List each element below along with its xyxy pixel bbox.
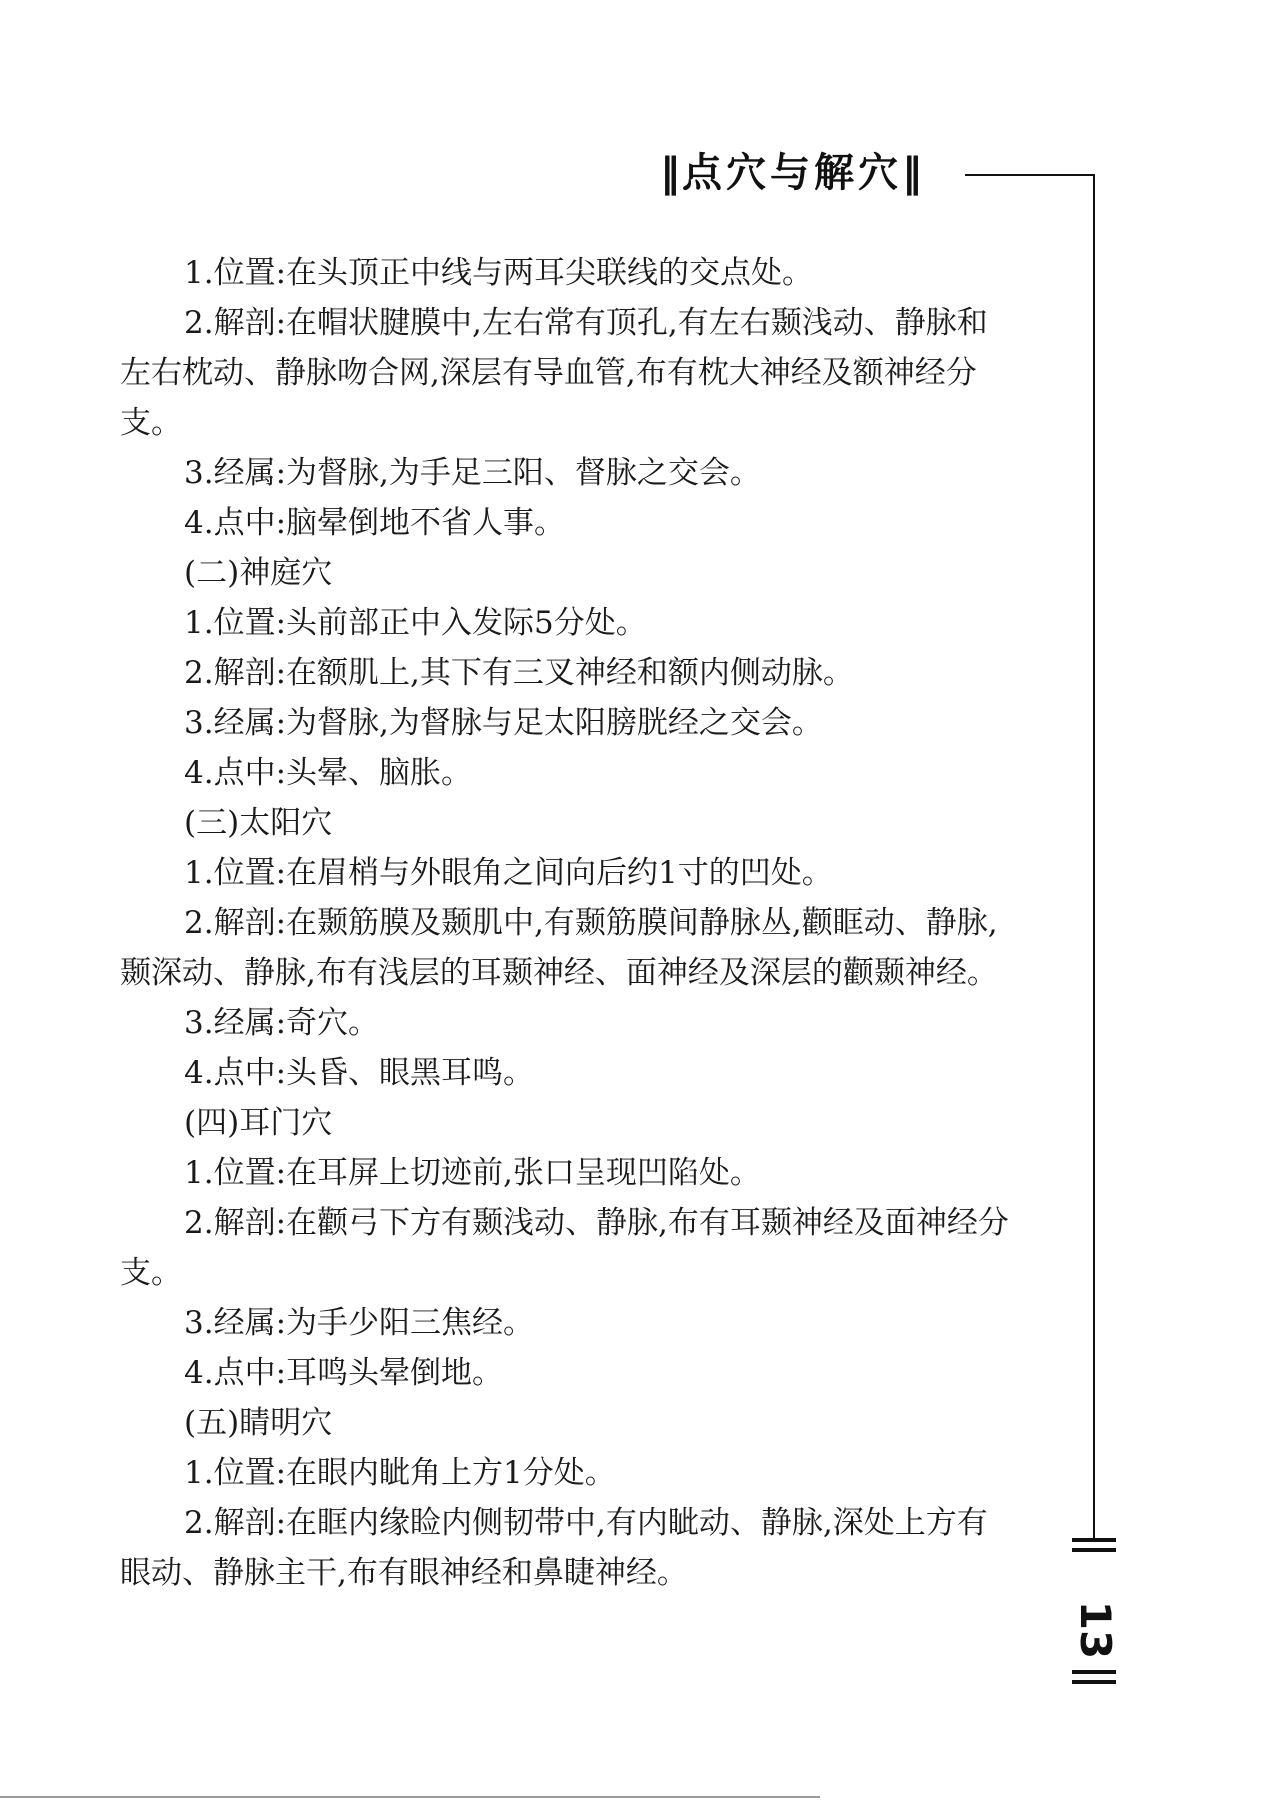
header-title: 点穴与解穴 xyxy=(682,150,902,196)
text-line: 3.经属:奇穴。 xyxy=(184,1005,380,1041)
section-heading: (三)太阳穴 xyxy=(184,805,333,841)
text-line: 4.点中:脑晕倒地不省人事。 xyxy=(184,505,566,541)
text-line: 3.经属:为手少阳三焦经。 xyxy=(184,1305,535,1341)
bottom-rule xyxy=(0,1796,820,1798)
text-line: 4.点中:头昏、眼黑耳鸣。 xyxy=(184,1055,535,1091)
header-rule xyxy=(965,174,1095,176)
text-line: 4.点中:耳鸣头晕倒地。 xyxy=(184,1355,504,1391)
section-heading: (五)睛明穴 xyxy=(184,1405,333,1441)
text-line: 1.位置:在耳屏上切迹前,张口呈现凹陷处。 xyxy=(184,1155,761,1191)
body-text xyxy=(120,248,1060,1598)
text-line: 支。 xyxy=(120,405,182,441)
text-line: 左右枕动、静脉吻合网,深层有导血管,布有枕大神经及额神经分 xyxy=(120,355,977,391)
text-line: 3.经属:为督脉,为督脉与足太阳膀胱经之交会。 xyxy=(184,705,823,741)
side-rule xyxy=(1093,174,1095,1539)
text-line: 1.位置:在眼内眦角上方1分处。 xyxy=(184,1455,616,1491)
text-line: 3.经属:为督脉,为手足三阳、督脉之交会。 xyxy=(184,455,761,491)
page-number: 13 xyxy=(1071,1600,1120,1660)
page-number-bars-top xyxy=(1072,1538,1116,1562)
text-line: 1.位置:头前部正中入发际5分处。 xyxy=(184,605,647,641)
running-header xyxy=(660,148,924,198)
text-line: 支。 xyxy=(120,1255,182,1291)
page-number-bars-bottom xyxy=(1072,1670,1116,1694)
header-right-bars: ‖ xyxy=(902,150,924,196)
text-line: 4.点中:头晕、脑胀。 xyxy=(184,755,473,791)
header-left-bars: ‖ xyxy=(660,150,682,196)
text-line: 1.位置:在头顶正中线与两耳尖联线的交点处。 xyxy=(184,255,814,291)
text-line: 眼动、静脉主干,布有眼神经和鼻睫神经。 xyxy=(120,1555,688,1591)
text-line: 2.解剖:在额肌上,其下有三叉神经和额内侧动脉。 xyxy=(184,655,854,691)
section-heading: (二)神庭穴 xyxy=(184,555,333,591)
section-heading: (四)耳门穴 xyxy=(184,1105,333,1141)
text-line: 1.位置:在眉梢与外眼角之间向后约1寸的凹处。 xyxy=(184,855,833,891)
text-line: 颞深动、静脉,布有浅层的耳颞神经、面神经及深层的颧颞神经。 xyxy=(120,955,998,991)
text-line: 2.解剖:在帽状腱膜中,左右常有顶孔,有左右颞浅动、静脉和 xyxy=(184,305,988,341)
text-line: 2.解剖:在颞筋膜及颞肌中,有颞筋膜间静脉丛,颧眶动、静脉, xyxy=(184,905,998,941)
text-line: 2.解剖:在眶内缘睑内侧韧带中,有内眦动、静脉,深处上方有 xyxy=(184,1505,988,1541)
text-line: 2.解剖:在颧弓下方有颞浅动、静脉,布有耳颞神经及面神经分 xyxy=(184,1205,1009,1241)
